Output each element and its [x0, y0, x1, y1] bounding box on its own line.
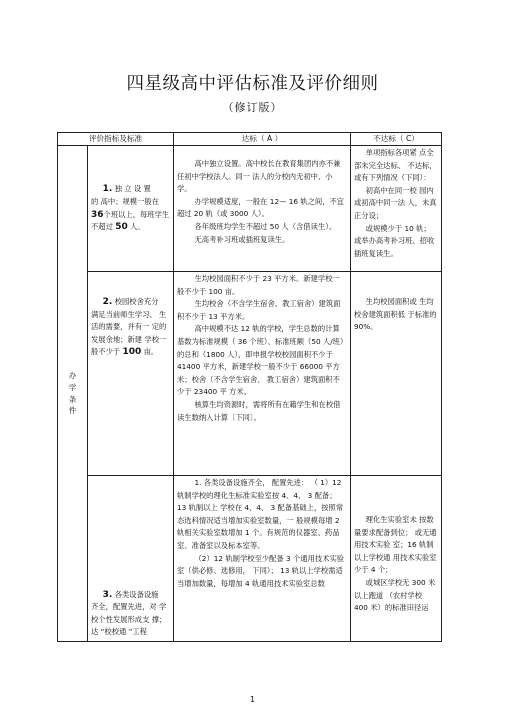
criteria-cell — [88, 476, 174, 642]
standard-paragraph: 生均校舍（不含学生宿舍、教工宿舍）建筑面积不少于 13 平方米。 — [177, 299, 341, 321]
criteria-text: 齐全，配置先进，对 学校个性发展形成支 撑；达 “校校通 ”工程 — [91, 602, 167, 637]
criteria-number: 1. — [102, 184, 113, 195]
criteria-text: 人。 — [130, 222, 145, 232]
criteria-text: 独 立 设 置 — [114, 184, 151, 194]
fail-paragraph: 理化生实验室未 按数量要求配备到位； 或无通用技术实验 室；16 轨制以上学校通 用技术实验室少于 4 个； — [354, 515, 437, 575]
criteria-cell — [88, 146, 174, 272]
criteria-text: 不超过 — [91, 222, 113, 232]
fail-paragraph: 单项指标各项紧 点全部未完全达标、 不达标，或有下列情况（下同）： — [354, 148, 437, 183]
fail-paragraph: 生均校园面积或 生均校舍建筑面积低 于标准的 90%。 — [354, 297, 437, 332]
criteria-number: 3. — [102, 589, 113, 600]
standard-paragraph: 核算生均资源时，需将所有在籍学生和在校借读生数纳入计算〔下同〕。 — [177, 399, 341, 422]
table-row — [58, 272, 442, 476]
header-criteria: 评价指标及标准 — [58, 133, 174, 146]
table-header-row — [58, 133, 442, 146]
category-cell — [58, 146, 88, 642]
standard-paragraph: 无高考补习班或插班复读生。 — [194, 234, 290, 244]
category-char: 件 — [68, 406, 77, 416]
criteria-number: 36 — [91, 209, 104, 220]
document-subtitle: （修订版） — [222, 101, 283, 114]
criteria-number: 50 — [115, 222, 128, 233]
standard-paragraph: 办学规模适度，一般在 12— 16 轨之间，不宜超过 20 轨（或 3000 人）。 — [177, 196, 345, 219]
standard-a-cell — [174, 146, 351, 272]
criteria-cell — [88, 272, 174, 476]
category-char: 条 — [68, 394, 77, 404]
standard-paragraph: 各年级班均学生不超过 50 人（含借读生）。 — [194, 221, 337, 231]
criteria-number: 100 — [122, 347, 142, 358]
standard-paragraph: 生均校园面积不少于 23 平方米。新建学校一般不少于 100 亩。 — [177, 274, 340, 296]
standard-paragraph: 高中独立设置。高中校长在教育集团内亦不兼任初中学校法人。同一 法人的分校内无初中、小学。 — [177, 159, 341, 194]
fail-paragraph: 或规模少于 10 轨； 或举办高考补习班、招收插班复读生。 — [354, 223, 435, 258]
document-title: 四星级高中评估标准及评价细则 — [126, 74, 379, 94]
table-row — [58, 476, 442, 642]
criteria-text: 满足当前师生学习、 生活的需要，并有一 定的发展余地；新建 学校一般不少于 — [91, 309, 167, 357]
criteria-number: 2. — [102, 297, 113, 307]
evaluation-table — [57, 132, 442, 642]
criteria-text: 个班以上，每班学生 — [103, 209, 170, 219]
category-char: 学 — [68, 382, 77, 392]
standard-c-cell — [351, 476, 442, 642]
criteria-text: 各类设备设施 — [114, 589, 159, 599]
table-row — [58, 146, 442, 272]
fail-paragraph: 或城区学校无 300 米以上跑道 （农村学校 400 米）的标准田径运 — [354, 577, 436, 613]
criteria-text: 的 高中；规模一般在 — [91, 196, 159, 206]
standard-c-cell — [351, 146, 442, 272]
standard-paragraph: 高中规模不达 12 轨的学校，学生总数的计算基数为标准规模（ 36 个班）、标准班额（50 人/班）的总和（1800 人），即申报学校校园面积不少于 41400 平方米，新建学校一般不少于 66000 平方米；校舍（不含学生宿舍、 教工宿舍）建筑面积不少于 23400 平 方米。 — [177, 324, 344, 397]
header-standard-c: 不达标（ C） — [351, 133, 442, 146]
category-char: 办 — [68, 371, 77, 381]
header-standard-a: 达标（ A ） — [174, 133, 351, 146]
criteria-text: 校园校舍充分 — [114, 297, 159, 306]
standard-paragraph: （2）12 轨制学校至少配备 3 个通用技术实验室（供必修、选修用， 下同）； 13 轨以上学校需适当增加数量，每增加 4 轨通用技术实验室总数 — [177, 553, 345, 588]
fail-paragraph: 初高中在同一校 园内或初高中同一法 人，未真正分设； — [354, 185, 437, 220]
standard-paragraph: 1. 各类设备设施齐全， 配置先进： （ 1）12 轨制学校的理化生标准实验室按 4、4、 3 配备； 13 轨制以上 学校在 4、4、 3 配备基础上，按照常 态选科情况适当增加实验室数量，一 般规模每增 2 轨相关实验室数增加 1 个。有规范的仪器室、药品室、准备室以及标本室等。 — [177, 478, 344, 550]
standard-c-cell — [351, 272, 442, 476]
standard-a-cell — [174, 476, 351, 642]
page-number: 1 — [249, 695, 256, 704]
standard-a-cell — [174, 272, 351, 476]
criteria-text: 亩。 — [143, 347, 159, 357]
